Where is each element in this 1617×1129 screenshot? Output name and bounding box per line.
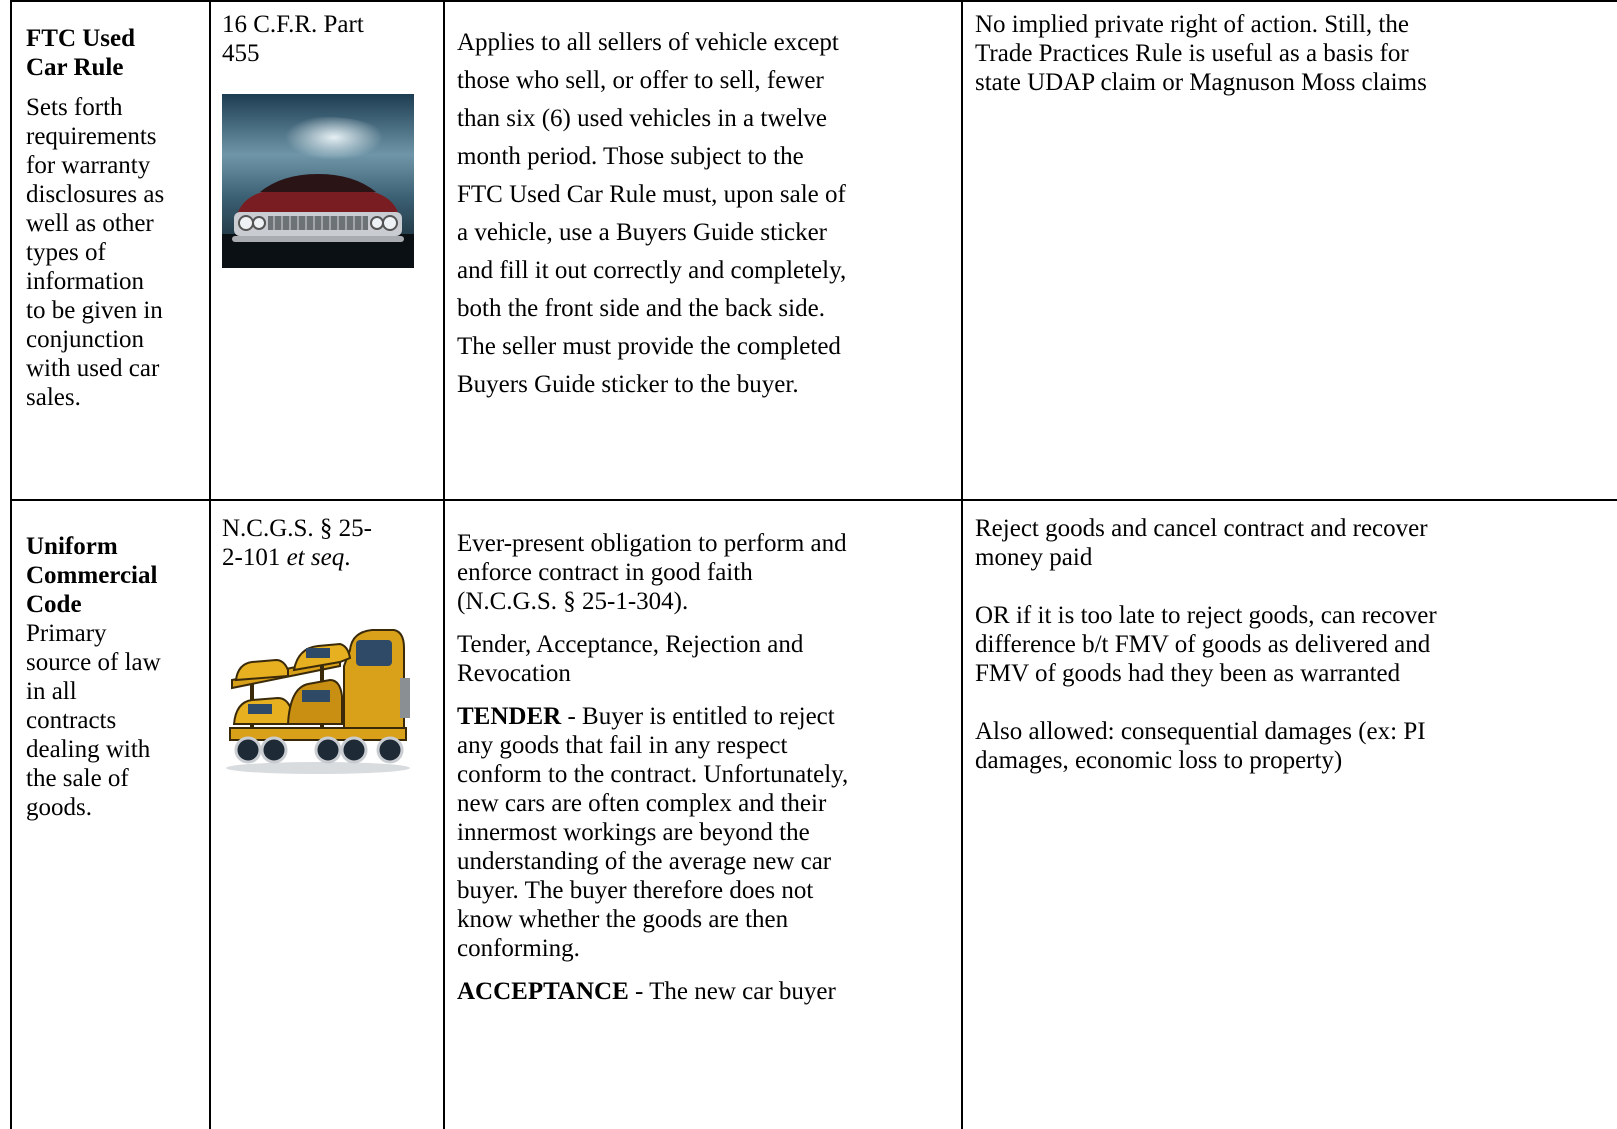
text-line: (N.C.G.S. § 25-1-304). — [457, 588, 689, 615]
text-line: money paid — [975, 544, 1093, 571]
desc-line: disclosures as — [26, 181, 165, 208]
row1-applies-cell — [457, 24, 957, 404]
text-line: month period. Those subject to the — [457, 143, 804, 170]
desc-line: with used car — [26, 355, 160, 382]
desc-line: sales. — [26, 384, 81, 411]
row2-applies-para1 — [457, 529, 957, 616]
desc-line: requirements — [26, 123, 157, 150]
text-line: understanding of the average new car — [457, 848, 832, 875]
text-line: new cars are often complex and their — [457, 790, 827, 817]
desc-line: to be given in — [26, 297, 163, 324]
text-line: difference b/t FMV of goods as delivered and — [975, 631, 1431, 658]
text-line: - Buyer is entitled to reject — [561, 703, 835, 730]
citation-italic: et seq — [286, 544, 345, 571]
text-line: any goods that fail in any respect — [457, 732, 788, 759]
text-line: conforming. — [457, 935, 580, 962]
text-line: FMV of goods had they been as warranted — [975, 660, 1401, 687]
citation-line: 2-101 — [222, 544, 287, 571]
text-line: both the front side and the back side. — [457, 295, 825, 322]
desc-line: conjunction — [26, 326, 145, 353]
text-line: OR if it is too late to reject goods, can recover — [975, 602, 1437, 629]
citation-end: . — [344, 544, 351, 571]
row2-title-line2: Commercial — [26, 562, 158, 589]
row2-applies-tender — [457, 702, 957, 963]
text-line: state UDAP claim or Magnuson Moss claims — [975, 69, 1427, 96]
text-line: damages, economic loss to property) — [975, 747, 1343, 774]
text-line: Trade Practices Rule is useful as a basis for — [975, 40, 1409, 67]
citation-line: N.C.G.S. § 25- — [222, 515, 373, 542]
citation-line: 16 C.F.R. Part — [222, 11, 364, 38]
row1-title — [26, 24, 206, 82]
row2-applies-cell — [457, 529, 957, 1006]
car-carrier-truck-clipart — [222, 618, 422, 778]
citation-line: 455 — [222, 40, 260, 67]
text-line: those who sell, or offer to sell, fewer — [457, 67, 824, 94]
column-divider — [10, 0, 12, 1129]
table-border-top — [10, 0, 1617, 2]
text-line: and fill it out correctly and completely, — [457, 257, 847, 284]
classic-car-photo — [222, 94, 414, 268]
desc-line: dealing with — [26, 736, 151, 763]
text-line: enforce contract in good faith — [457, 559, 753, 586]
row1-title-line2: Car Rule — [26, 54, 124, 81]
row2-applies-acceptance — [457, 977, 957, 1006]
desc-line: source of law — [26, 649, 161, 676]
row2-remedy-para2 — [975, 601, 1605, 688]
desc-line: Sets forth — [26, 94, 123, 121]
desc-line: Primary — [26, 620, 107, 647]
row1-applies-text — [457, 24, 957, 404]
desc-line: well as other — [26, 210, 154, 237]
row1-description — [26, 93, 206, 412]
row2-applies-para2 — [457, 630, 957, 688]
row1-remedy-text — [975, 10, 1605, 97]
row2-name-cell — [26, 532, 206, 822]
column-divider — [961, 0, 963, 1129]
text-line: Revocation — [457, 660, 571, 687]
text-line: Applies to all sellers of vehicle except — [457, 29, 839, 56]
row1-remedy-cell — [975, 10, 1605, 97]
text-line: The seller must provide the completed — [457, 333, 841, 360]
text-line: Tender, Acceptance, Rejection and — [457, 631, 804, 658]
desc-line: types of — [26, 239, 106, 266]
text-line: know whether the goods are then — [457, 906, 789, 933]
row1-citation — [222, 10, 437, 68]
text-line: than six (6) used vehicles in a twelve — [457, 105, 828, 132]
text-line: Ever-present obligation to perform and — [457, 530, 847, 557]
row2-remedy-para3 — [975, 717, 1605, 775]
desc-line: in all — [26, 678, 77, 705]
text-line: innermost workings are beyond the — [457, 819, 810, 846]
row1-title-line1: FTC Used — [26, 25, 136, 52]
text-line: No implied private right of action. Still, the — [975, 11, 1409, 38]
row2-description — [26, 619, 206, 822]
acceptance-label: ACCEPTANCE — [457, 978, 629, 1005]
row-divider — [10, 499, 1617, 501]
row2-title-line3: Code — [26, 591, 82, 618]
row2-citation — [222, 514, 437, 572]
row2-title — [26, 532, 206, 619]
text-line: - The new car buyer — [628, 978, 836, 1005]
text-line: Also allowed: consequential damages (ex: PI — [975, 718, 1426, 745]
row1-citation-cell — [222, 10, 437, 68]
row2-title-line1: Uniform — [26, 533, 118, 560]
text-line: Buyers Guide sticker to the buyer. — [457, 371, 799, 398]
column-divider — [209, 0, 211, 1129]
desc-line: contracts — [26, 707, 117, 734]
text-line: a vehicle, use a Buyers Guide sticker — [457, 219, 828, 246]
desc-line: for warranty — [26, 152, 151, 179]
desc-line: goods. — [26, 794, 92, 821]
text-line: Reject goods and cancel contract and recover — [975, 515, 1428, 542]
text-line: conform to the contract. Unfortunately, — [457, 761, 849, 788]
desc-line: information — [26, 268, 145, 295]
text-line: buyer. The buyer therefore does not — [457, 877, 814, 904]
row2-citation-cell — [222, 514, 437, 572]
row1-name-cell — [26, 24, 206, 412]
text-line: FTC Used Car Rule must, upon sale of — [457, 181, 846, 208]
row2-remedy-para1 — [975, 514, 1605, 572]
desc-line: the sale of — [26, 765, 129, 792]
column-divider — [443, 0, 445, 1129]
row2-remedy-cell — [975, 514, 1605, 775]
tender-label: TENDER — [457, 703, 562, 730]
